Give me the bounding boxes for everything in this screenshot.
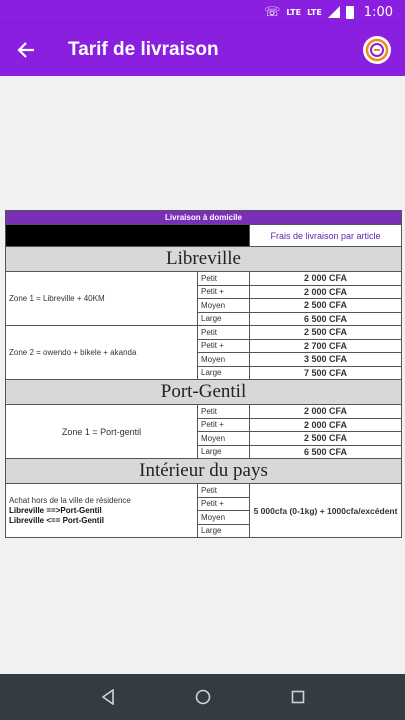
size-cell: Large <box>198 524 250 538</box>
price-cell: 7 500 CFA <box>250 366 402 380</box>
interieur-line-3: Libreville <== Port-Gentil <box>9 515 104 525</box>
price-cell: 2 500 CFA <box>250 432 402 446</box>
size-cell: Moyen <box>198 353 250 367</box>
size-cell: Petit + <box>198 497 250 511</box>
size-cell: Petit <box>198 405 250 419</box>
price-cell: 6 500 CFA <box>250 445 402 459</box>
price-cell: 6 500 CFA <box>250 312 402 326</box>
signal-icon <box>328 6 340 18</box>
back-button[interactable] <box>0 24 52 76</box>
arrow-back-icon <box>17 41 35 59</box>
logo-icon <box>365 38 389 62</box>
battery-icon <box>346 6 354 19</box>
price-cell: 3 500 CFA <box>250 353 402 367</box>
size-cell: Petit + <box>198 285 250 299</box>
frais-label: Frais de livraison par article <box>250 225 402 247</box>
phone-icon: ☏ <box>264 4 281 20</box>
content-area[interactable] <box>0 76 405 674</box>
table-row <box>6 272 402 286</box>
nav-recents-button[interactable] <box>283 682 313 712</box>
square-recents-icon <box>291 690 305 704</box>
nav-home-button[interactable] <box>188 682 218 712</box>
interieur-line-2: Libreville ==>Port-Gentil <box>9 505 102 515</box>
interieur-description <box>6 484 198 538</box>
size-cell: Large <box>198 366 250 380</box>
city-heading: Libreville <box>6 247 402 272</box>
size-cell: Petit <box>198 272 250 286</box>
price-cell: 2 700 CFA <box>250 339 402 353</box>
interieur-price: 5 000cfa (0-1kg) + 1000cfa/excédent <box>250 484 402 538</box>
header-blank-cell <box>6 225 250 247</box>
table-row <box>6 326 402 340</box>
size-cell: Moyen <box>198 432 250 446</box>
price-cell: 2 000 CFA <box>250 418 402 432</box>
nav-back-button[interactable] <box>93 682 123 712</box>
price-cell: 2 500 CFA <box>250 326 402 340</box>
zone-label: Zone 1 = Port-gentil <box>6 405 198 459</box>
network-type-2: LTE <box>307 7 322 17</box>
size-cell: Petit <box>198 484 250 498</box>
clock: 1:00 <box>363 4 393 20</box>
page-title: Tarif de livraison <box>68 39 219 60</box>
table-row <box>6 405 402 419</box>
price-cell: 2 500 CFA <box>250 299 402 313</box>
navigation-bar <box>0 674 405 720</box>
tarif-table <box>5 210 402 538</box>
size-cell: Large <box>198 312 250 326</box>
zone-label: Zone 1 = Libreville + 40KM <box>6 272 198 326</box>
triangle-back-icon <box>101 689 115 705</box>
size-cell: Petit + <box>198 339 250 353</box>
size-cell: Petit <box>198 326 250 340</box>
city-heading: Port-Gentil <box>6 380 402 405</box>
size-cell: Moyen <box>198 511 250 525</box>
table-header: Livraison à domicile <box>6 211 402 225</box>
status-bar <box>0 0 405 24</box>
app-logo-button[interactable] <box>363 36 391 64</box>
size-cell: Moyen <box>198 299 250 313</box>
app-bar <box>0 24 405 76</box>
interieur-line-1: Achat hors de la ville de résidence <box>9 495 131 505</box>
network-type: LTE <box>286 7 302 17</box>
size-cell: Petit + <box>198 418 250 432</box>
price-cell: 2 000 CFA <box>250 405 402 419</box>
size-cell: Large <box>198 445 250 459</box>
price-cell: 2 000 CFA <box>250 272 402 286</box>
city-heading: Intérieur du pays <box>6 459 402 484</box>
zone-label: Zone 2 = owendo + bikele + akanda <box>6 326 198 380</box>
table-row <box>6 484 402 498</box>
price-cell: 2 000 CFA <box>250 285 402 299</box>
circle-home-icon <box>195 689 211 705</box>
